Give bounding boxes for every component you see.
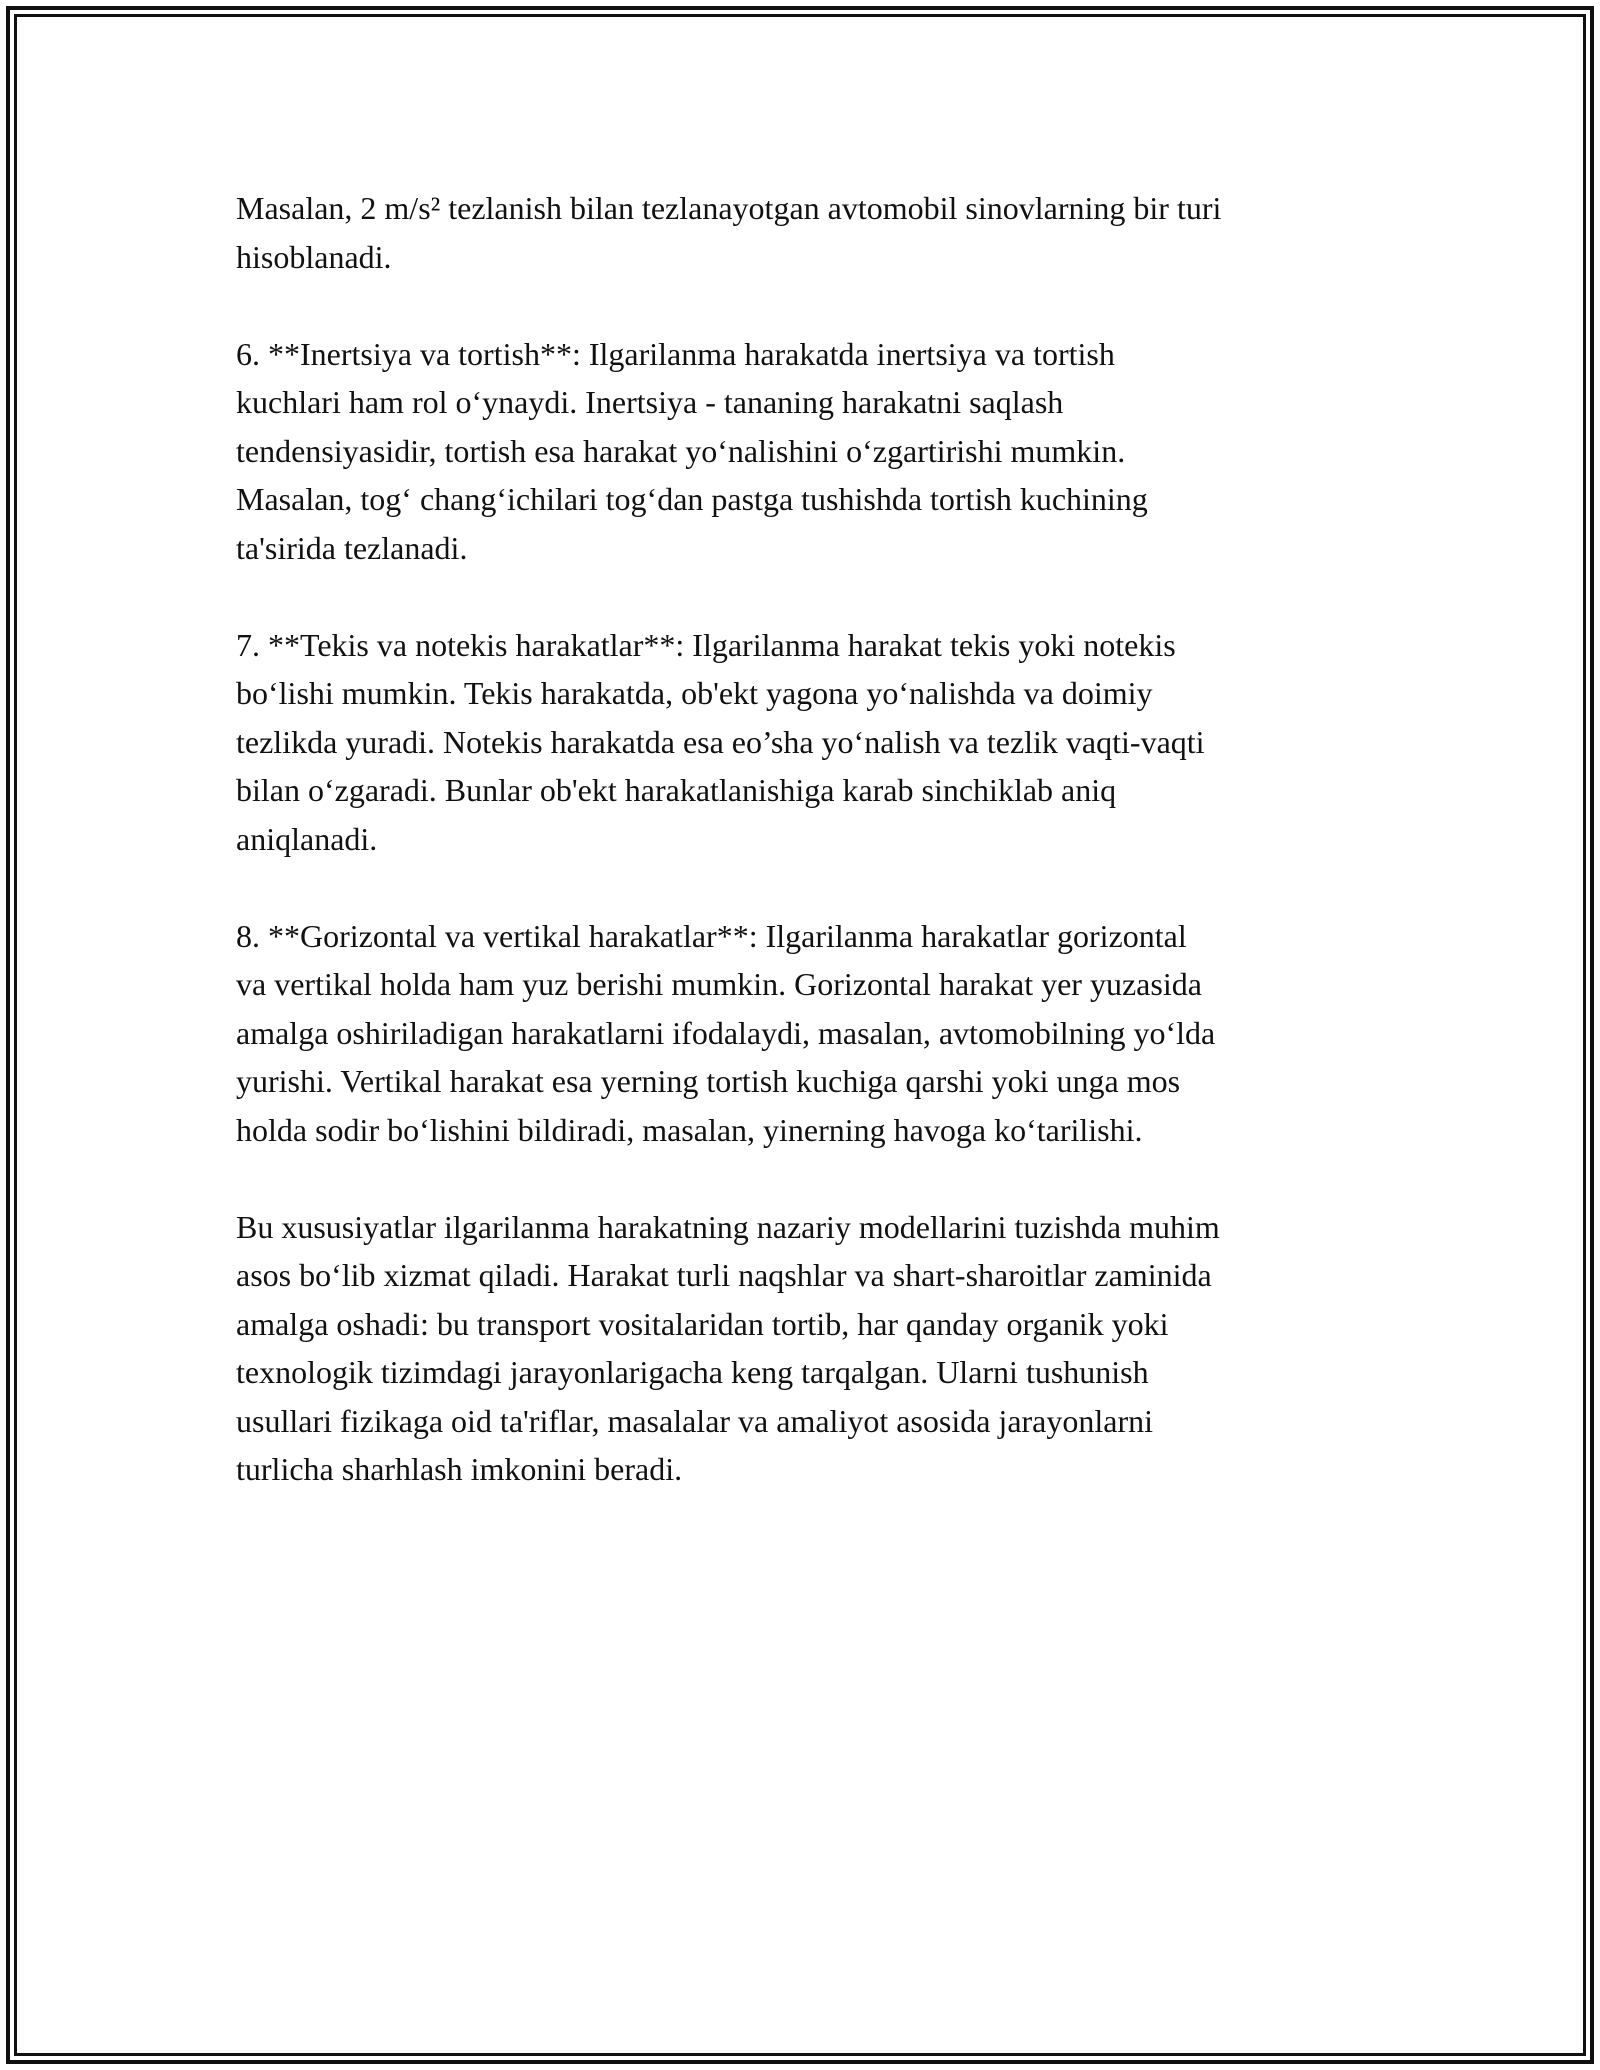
text-line: 7. **Tekis va notekis harakatlar**: Ilgarilanma harakat tekis yoki notekis — [236, 626, 1176, 663]
text-line: va vertikal holda ham yuz berishi mumkin. Gorizontal harakat yer yuzasida — [236, 966, 1202, 1002]
text-line: yurishi. Vertikal harakat esa yerning tortish kuchiga qarshi yoki unga mos — [236, 1063, 1181, 1099]
text-line: bilan o‘zgaradi. Bunlar ob'ekt harakatlanishiga karab sinchiklab aniq — [236, 772, 1117, 808]
text-line: bo‘lishi mumkin. Tekis harakatda, ob'ekt yagona yo‘nalishda va doimiy — [236, 675, 1153, 711]
text-line: tendensiyasidir, tortish esa harakat yo‘nalishini o‘zgartirishi mumkin. — [236, 432, 1126, 469]
text-line: usullari fizikaga oid ta'riflar, masalalar va amaliyot asosida jarayonlarni — [236, 1402, 1154, 1439]
paragraph-intro — [236, 184, 1376, 281]
text-line: turlicha sharhlash imkonini beradi. — [236, 1451, 683, 1487]
text-line: amalga oshadi: bu transport vositalaridan tortib, har qanday organik yoki — [236, 1305, 1169, 1342]
text-line: 8. **Gorizontal va vertikal harakatlar**: Ilgarilanma harakatlar gorizontal — [236, 917, 1187, 954]
text-line: 6. **Inertsiya va tortish**: Ilgarilanma harakatda inertsiya va tortish — [236, 335, 1115, 372]
text-line: aniqlanadi. — [236, 820, 378, 857]
text-line: ta'sirida tezlanadi. — [236, 529, 468, 566]
text-line: tezlikda yuradi. Notekis harakatda esa eo’sha yo‘nalish va tezlik vaqti-vaqti — [236, 723, 1205, 760]
text-line: hisoblanadi. — [236, 238, 392, 275]
paragraph-item-8 — [236, 912, 1376, 1155]
paragraph-item-6 — [236, 330, 1376, 573]
text-line: amalga oshiriladigan harakatlarni ifodalaydi, masalan, avtomobilning yo‘lda — [236, 1014, 1216, 1051]
text-line: asos bo‘lib xizmat qiladi. Harakat turli naqshlar va shart-sharoitlar zaminida — [236, 1257, 1212, 1293]
paragraph-conclusion — [236, 1203, 1376, 1494]
text-line: Bu xususiyatlar ilgarilanma harakatning nazariy modellarini tuzishda muhim — [236, 1208, 1220, 1245]
text-line: holda sodir bo‘lishini bildiradi, masalan, yinerning havoga ko‘tarilishi. — [236, 1111, 1143, 1148]
text-line: kuchlari ham rol o‘ynaydi. Inertsiya - tananing harakatni saqlash — [236, 384, 1064, 420]
text-line: Masalan, 2 m/s² tezlanish bilan tezlanayotgan avtomobil sinovlarning bir turi — [236, 190, 1222, 226]
document-body — [236, 184, 1376, 1542]
text-line: texnologik tizimdagi jarayonlarigacha keng tarqalgan. Ularni tushunish — [236, 1354, 1149, 1390]
text-line: Masalan, tog‘ chang‘ichilari tog‘dan pastga tushishda tortish kuchining — [236, 481, 1148, 517]
paragraph-item-7 — [236, 621, 1376, 864]
